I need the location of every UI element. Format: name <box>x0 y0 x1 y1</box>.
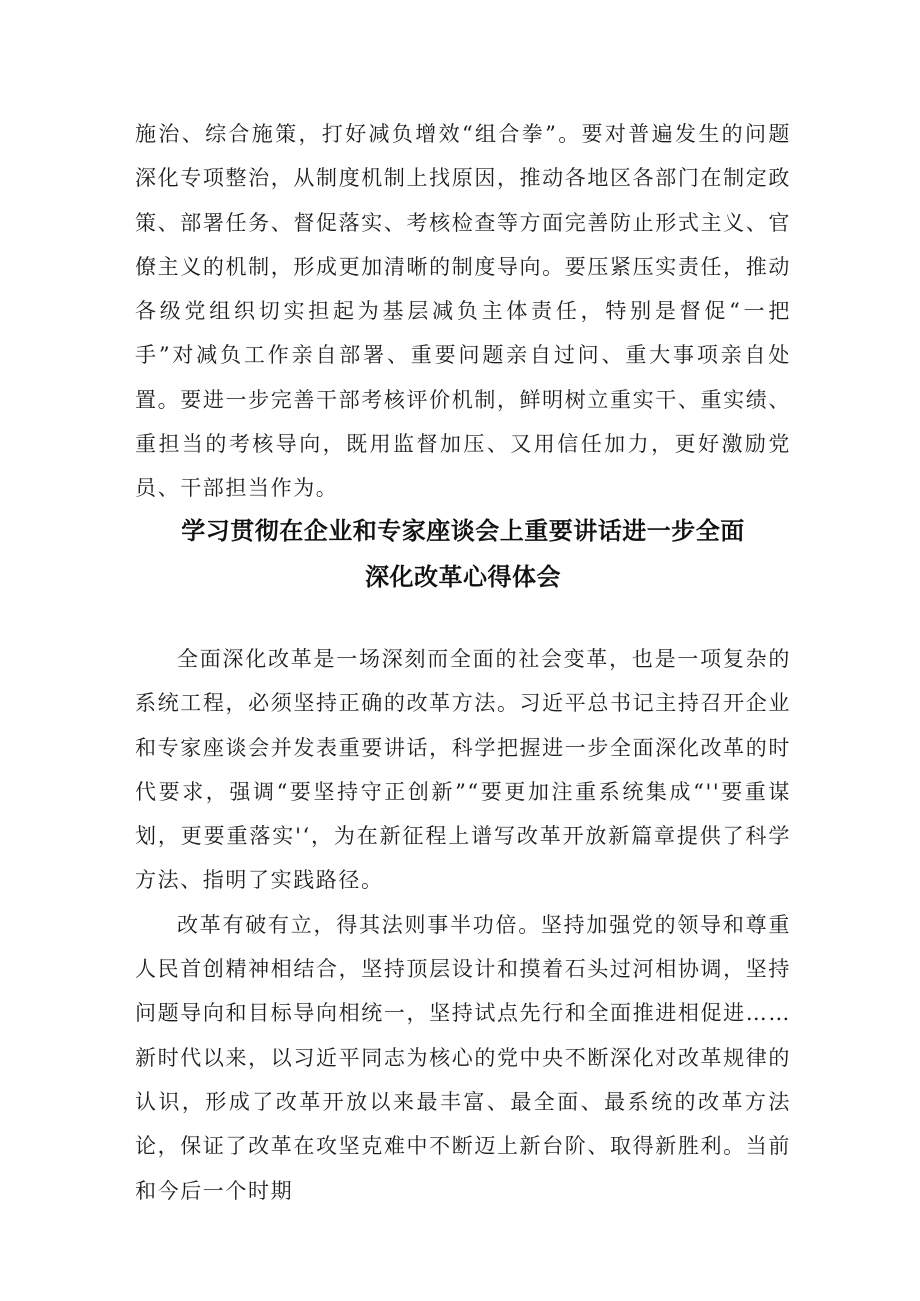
continued-paragraph: 施治、综合施策，打好减负增效“组合拳”。要对普遍发生的问题深化专项整治，从制度机制上找原因，推动各地区各部门在制定政策、部署任务、督促落实、考核检查等方面完善防止形式主义、官僚主义的机制，形成更加清晰的制度导向。要压紧压实责任，推动各级党组织切实担起为基层减负主体责任，特别是督促“一把手”对减负工作亲自部署、重要问题亲自过问、重大事项亲自处置。要进一步完善干部考核评价机制，鲜明树立重实干、重实绩、重担当的考核导向，既用监督加压、又用信任加力，更好激励党员、干部担当作为。 <box>135 122 791 501</box>
article-title-line-1: 学习贯彻在企业和专家座谈会上重要讲话进一步全面 <box>181 517 745 545</box>
article-title-line-2: 深化改革心得体会 <box>365 563 561 591</box>
article-paragraph-2: 改革有破有立，得其法则事半功倍。坚持加强党的领导和尊重人民首创精神相结合，坚持顶层设计和摸着石头过河相协调，坚持问题导向和目标导向相统一，坚持试点先行和全面推进相促进……新时代以来，以习近平同志为核心的党中央不断深化对改革规律的认识，形成了改革开放以来最丰富、最全面、最系统的改革方法论，保证了改革在攻坚克难中不断迈上新台阶、取得新胜利。当前和今后一个时期 <box>135 912 791 1203</box>
article-body <box>135 637 791 1213</box>
article-paragraph-1: 全面深化改革是一场深刻而全面的社会变革，也是一项复杂的系统工程，必须坚持正确的改革方法。习近平总书记主持召开企业和专家座谈会并发表重要讲话，科学把握进一步全面深化改革的时代要求，强调“要坚持守正创新”“要更加注重系统集成“''要重谋划，更要重落实'‘，为在新征程上谱写改革开放新篇章提供了科学方法、指明了实践路径。 <box>135 647 791 893</box>
article-title <box>135 508 791 600</box>
